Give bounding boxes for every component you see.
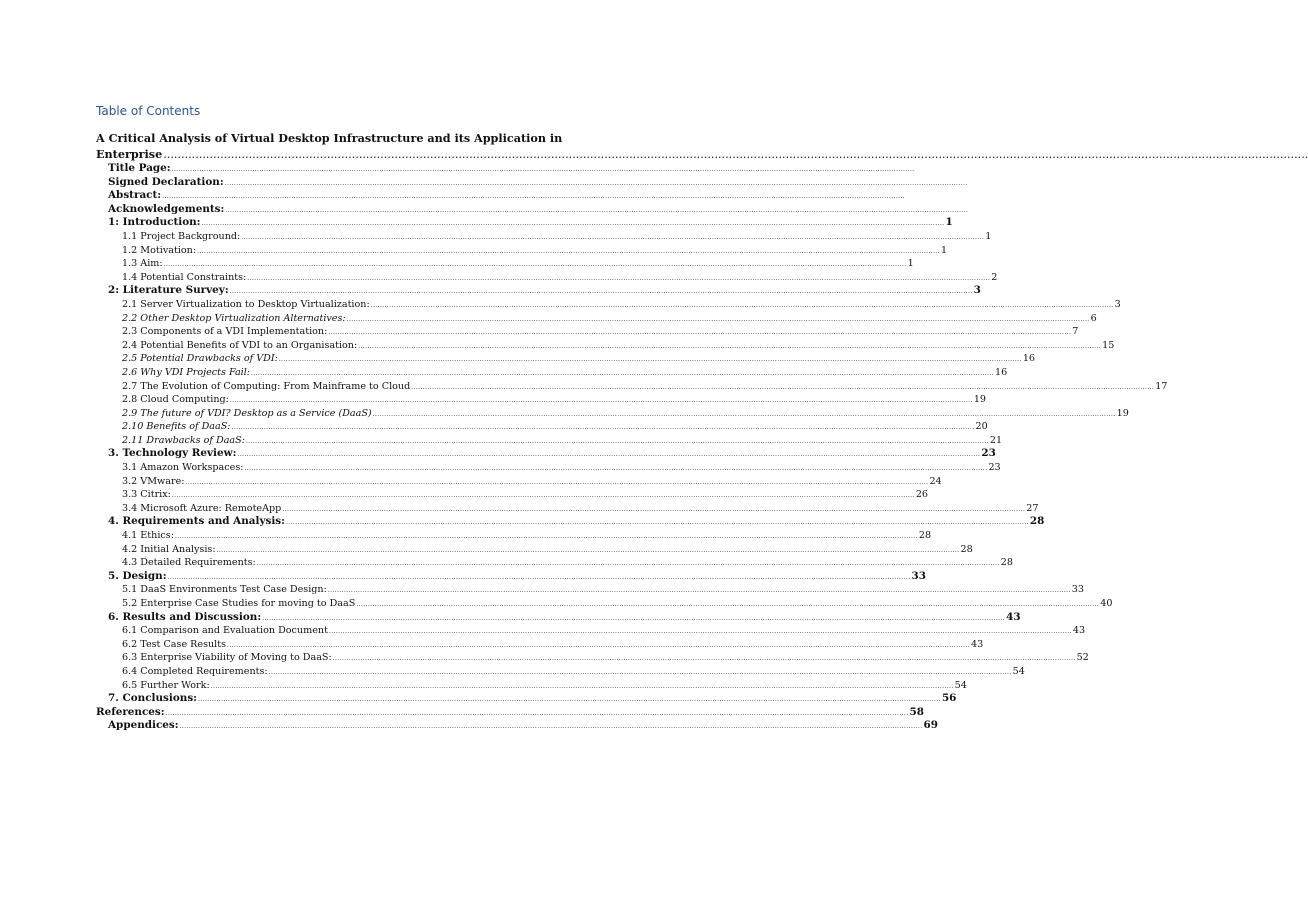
toc-leader-dots: .................................................................................................................................................................................................................................................................................................................................. <box>231 424 975 432</box>
toc-entry-page-number: 28 <box>918 530 932 542</box>
toc-entry-label: 3.2 VMware: <box>122 475 185 487</box>
toc-leader-dots: .................................................................................................................................................................................................................................................................................................................................. <box>163 148 1308 161</box>
toc-entry-label: Acknowledgements: <box>108 202 225 215</box>
toc-leader-dots: .................................................................................................................................................................................................................................................................................................................................. <box>268 668 1012 676</box>
toc-entry[interactable] <box>122 298 1121 312</box>
toc-entry[interactable] <box>122 352 1036 366</box>
toc-entry-label: 6.1 Comparison and Evaluation Document <box>122 625 328 637</box>
toc-leader-dots: .................................................................................................................................................................................................................................................................................................................................. <box>174 533 918 541</box>
toc-entry[interactable] <box>122 393 987 407</box>
toc-entry-page-number: 1 <box>941 244 948 256</box>
toc-entry[interactable] <box>122 638 984 652</box>
toc-leader-dots: .................................................................................................................................................................................................................................................................................................................................. <box>411 383 1155 391</box>
toc-leader-dots: .................................................................................................................................................................................................................................................................................................................................. <box>171 166 915 173</box>
toc-leader-dots: .................................................................................................................................................................................................................................................................................................................................. <box>197 247 941 255</box>
toc-entry[interactable] <box>122 271 998 285</box>
toc-entry-page-number: 1 <box>907 258 914 270</box>
toc-entry-label: 1: Introduction: <box>108 216 201 229</box>
toc-entry-page-number: 28 <box>960 543 973 555</box>
toc-entry-label: 2.8 Cloud Computing: <box>122 394 229 406</box>
toc-entry[interactable] <box>122 502 1039 516</box>
toc-entry[interactable] <box>122 366 1008 380</box>
toc-entry-page-number: 3 <box>973 284 981 297</box>
toc-entry-page-number: 17 <box>1155 380 1168 392</box>
toc-entry[interactable] <box>122 257 914 271</box>
toc-entry-page-number: 1 <box>945 216 953 229</box>
toc-entry-page-number: 28 <box>1029 515 1045 528</box>
toc-leader-dots: .................................................................................................................................................................................................................................................................................................................................. <box>328 628 1072 636</box>
toc-entry-page-number: 43 <box>1072 625 1086 637</box>
toc-entry-label: 2.1 Server Virtualization to Desktop Virtualization: <box>122 298 370 310</box>
toc-entry-page-number: 33 <box>1071 584 1084 596</box>
toc-entry-label: 6. Results and Discussion: <box>108 610 262 623</box>
toc-leader-dots: .................................................................................................................................................................................................................................................................................................................................. <box>346 315 1090 323</box>
toc-entry[interactable] <box>122 543 973 557</box>
toc-leader-dots: .................................................................................................................................................................................................................................................................................................................................. <box>162 193 906 201</box>
document-title-row-2 <box>96 146 1308 163</box>
toc-entry-page-number: 40 <box>1100 598 1113 609</box>
toc-leader-dots: .................................................................................................................................................................................................................................................................................................................................. <box>198 696 941 704</box>
toc-entry-page-number: 54 <box>1012 665 1025 677</box>
toc-entry-label: 6.2 Test Case Results <box>122 638 227 650</box>
toc-entry-label: 3. Technology Review: <box>108 447 237 460</box>
toc-entry-page-number: 33 <box>911 569 926 582</box>
toc-entry-label: 1.3 Aim: <box>122 258 163 270</box>
toc-leader-dots: .................................................................................................................................................................................................................................................................................................................................. <box>210 682 954 690</box>
toc-entry[interactable] <box>122 651 1089 665</box>
toc-entry-label: 1.1 Project Background: <box>122 230 241 242</box>
toc-entry[interactable] <box>108 610 1021 625</box>
toc-entry[interactable] <box>108 175 968 190</box>
toc-leader-dots: .................................................................................................................................................................................................................................................................................................................................. <box>229 288 973 296</box>
toc-entry[interactable] <box>108 162 915 176</box>
toc-entry[interactable] <box>122 461 1001 475</box>
toc-leader-dots: .................................................................................................................................................................................................................................................................................................................................. <box>256 560 1000 568</box>
toc-entry-page-number: 52 <box>1076 652 1089 664</box>
toc-leader-dots: .................................................................................................................................................................................................................................................................................................................................. <box>179 723 923 731</box>
toc-entry[interactable] <box>122 583 1084 597</box>
toc-entry-label: 2.3 Components of a VDI Implementation: <box>122 326 328 338</box>
toc-leader-dots: .................................................................................................................................................................................................................................................................................................................................. <box>224 179 968 187</box>
toc-entry-label: 2.2 Other Desktop Virtualization Alternatives: <box>122 312 346 324</box>
toc-entry-label: 5.2 Enterprise Case Studies for moving to DaaS <box>122 598 356 609</box>
toc-leader-dots: .................................................................................................................................................................................................................................................................................................................................. <box>247 274 991 282</box>
toc-entry-label: 5.1 DaaS Environments Test Case Design: <box>122 584 327 596</box>
toc-leader-dots: .................................................................................................................................................................................................................................................................................................................................. <box>244 465 988 473</box>
toc-entry[interactable] <box>122 407 1129 421</box>
toc-entry-label: 2.10 Benefits of DaaS: <box>122 421 231 433</box>
toc-leader-dots: .................................................................................................................................................................................................................................................................................................................................. <box>227 641 970 649</box>
toc-leader-dots: .................................................................................................................................................................................................................................................................................................................................. <box>229 397 973 405</box>
toc-entry[interactable] <box>122 665 1025 679</box>
toc-entry[interactable] <box>108 189 906 203</box>
toc-entry-label: 1.2 Motivation: <box>122 244 197 256</box>
toc-entry-label: 4.2 Initial Analysis: <box>122 543 216 555</box>
toc-entry-page-number: 7 <box>1072 326 1079 338</box>
toc-leader-dots: .................................................................................................................................................................................................................................................................................................................................. <box>171 492 915 500</box>
toc-entry-page-number: 26 <box>915 489 929 501</box>
toc-entry[interactable] <box>122 624 1086 638</box>
toc-entry[interactable] <box>108 447 996 461</box>
toc-entry[interactable] <box>122 597 1113 611</box>
toc-entry-page-number: 43 <box>1006 610 1021 623</box>
toc-entry-page-number: 23 <box>988 462 1001 474</box>
toc-entry-label: 2.5 Potential Drawbacks of VDI: <box>122 353 278 365</box>
toc-entry-label: 6.3 Enterprise Viability of Moving to DaaS: <box>122 652 332 664</box>
toc-entry-label: 2.6 Why VDI Projects Fail: <box>122 366 251 378</box>
toc-entry-page-number: 20 <box>975 421 988 433</box>
toc-leader-dots: .................................................................................................................................................................................................................................................................................................................................. <box>245 437 989 445</box>
toc-entry-label: Title Page: <box>108 162 171 174</box>
toc-leader-dots: .................................................................................................................................................................................................................................................................................................................................. <box>358 342 1102 350</box>
toc-leader-dots: .................................................................................................................................................................................................................................................................................................................................. <box>185 478 929 486</box>
toc-entry-page-number: 24 <box>929 475 942 487</box>
toc-entry[interactable] <box>122 420 988 434</box>
toc-entry-label: 3.4 Microsoft Azure: RemoteApp <box>122 502 282 514</box>
toc-entry-list <box>0 162 1168 733</box>
toc-entry-page-number: 3 <box>1114 298 1121 310</box>
toc-leader-dots: .................................................................................................................................................................................................................................................................................................................................. <box>370 301 1114 309</box>
toc-entry-label: 2.11 Drawbacks of DaaS: <box>122 434 245 446</box>
toc-entry[interactable] <box>108 216 953 230</box>
toc-entry-label: 2.7 The Evolution of Computing: From Mainframe to Cloud <box>122 380 411 392</box>
toc-entry-page-number: 21 <box>989 434 1003 446</box>
toc-entry[interactable] <box>108 719 938 733</box>
toc-entry-label: References: <box>96 705 165 718</box>
toc-heading: Table of Contents <box>96 104 201 118</box>
toc-leader-dots: .................................................................................................................................................................................................................................................................................................................................. <box>332 655 1076 663</box>
toc-entry-label: 4.1 Ethics: <box>122 530 174 542</box>
toc-entry-label: 1.4 Potential Constraints: <box>122 271 247 283</box>
toc-leader-dots: .................................................................................................................................................................................................................................................................................................................................. <box>327 587 1071 595</box>
toc-entry-label: 2: Literature Survey: <box>108 284 229 297</box>
toc-entry[interactable] <box>122 434 1003 448</box>
toc-leader-dots: .................................................................................................................................................................................................................................................................................................................................. <box>328 329 1072 337</box>
toc-entry[interactable] <box>122 312 1097 326</box>
toc-entry[interactable] <box>122 244 948 258</box>
toc-entry-page-number: 19 <box>1116 407 1129 419</box>
toc-entry-label: 2.4 Potential Benefits of VDI to an Organisation: <box>122 339 358 351</box>
toc-entry-page-number: 1 <box>985 230 992 242</box>
toc-leader-dots: .................................................................................................................................................................................................................................................................................................................................. <box>201 220 945 228</box>
document-title-line-1: A Critical Analysis of Virtual Desktop Infrastructure and its Application in <box>96 131 563 145</box>
toc-leader-dots: .................................................................................................................................................................................................................................................................................................................................. <box>372 410 1116 418</box>
toc-entry[interactable] <box>122 556 1013 570</box>
toc-entry-label: 5. Design: <box>108 569 167 582</box>
toc-entry-page-number: 43 <box>970 638 984 650</box>
toc-entry[interactable] <box>122 230 992 244</box>
toc-entry-page-number: 16 <box>1022 353 1036 365</box>
toc-leader-dots: .................................................................................................................................................................................................................................................................................................................................. <box>241 233 985 241</box>
toc-entry-label: 3.3 Citrix: <box>122 489 171 501</box>
toc-leader-dots: .................................................................................................................................................................................................................................................................................................................................. <box>165 709 909 717</box>
toc-entry[interactable] <box>122 679 967 693</box>
toc-entry[interactable] <box>122 529 932 543</box>
toc-leader-dots: .................................................................................................................................................................................................................................................................................................................................. <box>262 614 1006 622</box>
toc-entry-label: Abstract: <box>108 189 162 202</box>
toc-leader-dots: .................................................................................................................................................................................................................................................................................................................................. <box>237 451 981 459</box>
toc-entry-page-number: 16 <box>994 366 1008 378</box>
toc-entry[interactable] <box>122 488 929 502</box>
toc-entry-page-number: 19 <box>973 394 987 406</box>
toc-entry-page-number: 15 <box>1102 339 1115 351</box>
toc-entry-page-number: 54 <box>954 679 967 691</box>
toc-leader-dots: .................................................................................................................................................................................................................................................................................................................................. <box>251 369 994 377</box>
toc-entry[interactable] <box>108 569 926 584</box>
toc-entry[interactable] <box>108 202 969 217</box>
toc-document-title[interactable] <box>96 130 1308 163</box>
toc-entry-page-number: 69 <box>923 719 938 732</box>
toc-leader-dots: .................................................................................................................................................................................................................................................................................................................................. <box>285 519 1029 527</box>
toc-entry-label: 7. Conclusions: <box>108 692 198 705</box>
toc-leader-dots: .................................................................................................................................................................................................................................................................................................................................. <box>216 546 960 554</box>
toc-entry-label: 2.9 The future of VDI? Desktop as a Service (DaaS) <box>122 407 372 419</box>
toc-leader-dots: .................................................................................................................................................................................................................................................................................................................................. <box>225 206 969 214</box>
toc-entry-label: 3.1 Amazon Workspaces: <box>122 462 244 474</box>
toc-leader-dots: .................................................................................................................................................................................................................................................................................................................................. <box>167 573 911 581</box>
toc-leader-dots: .................................................................................................................................................................................................................................................................................................................................. <box>163 261 907 269</box>
toc-entry-label: 6.5 Further Work: <box>122 679 210 691</box>
toc-entry[interactable] <box>96 705 924 720</box>
toc-entry-label: 4. Requirements and Analysis: <box>108 515 285 528</box>
toc-leader-dots: .................................................................................................................................................................................................................................................................................................................................. <box>356 601 1100 608</box>
toc-entry-label: Signed Declaration: <box>108 175 224 188</box>
toc-entry-page-number: 56 <box>941 692 957 705</box>
toc-entry-page-number: 6 <box>1090 312 1097 324</box>
toc-entry[interactable] <box>122 475 942 489</box>
toc-entry-page-number: 23 <box>981 447 996 460</box>
toc-entry-label: 4.3 Detailed Requirements: <box>122 557 256 569</box>
toc-entry-label: 6.4 Completed Requirements: <box>122 665 268 677</box>
toc-entry-page-number: 28 <box>1000 557 1013 569</box>
toc-leader-dots: .................................................................................................................................................................................................................................................................................................................................. <box>278 356 1022 364</box>
toc-entry[interactable] <box>108 692 957 706</box>
toc-entry-label: Appendices: <box>108 719 179 732</box>
toc-entry[interactable] <box>122 380 1168 394</box>
document-title-line-2: Enterprise <box>96 147 163 161</box>
toc-entry-page-number: 27 <box>1026 502 1039 514</box>
toc-entry-page-number: 58 <box>909 705 924 718</box>
toc-entry[interactable] <box>122 325 1079 339</box>
toc-leader-dots: .................................................................................................................................................................................................................................................................................................................................. <box>282 505 1026 513</box>
toc-entry[interactable] <box>108 284 981 298</box>
toc-entry[interactable] <box>108 515 1045 529</box>
toc-entry-page-number: 2 <box>991 271 998 283</box>
toc-entry[interactable] <box>122 339 1115 353</box>
